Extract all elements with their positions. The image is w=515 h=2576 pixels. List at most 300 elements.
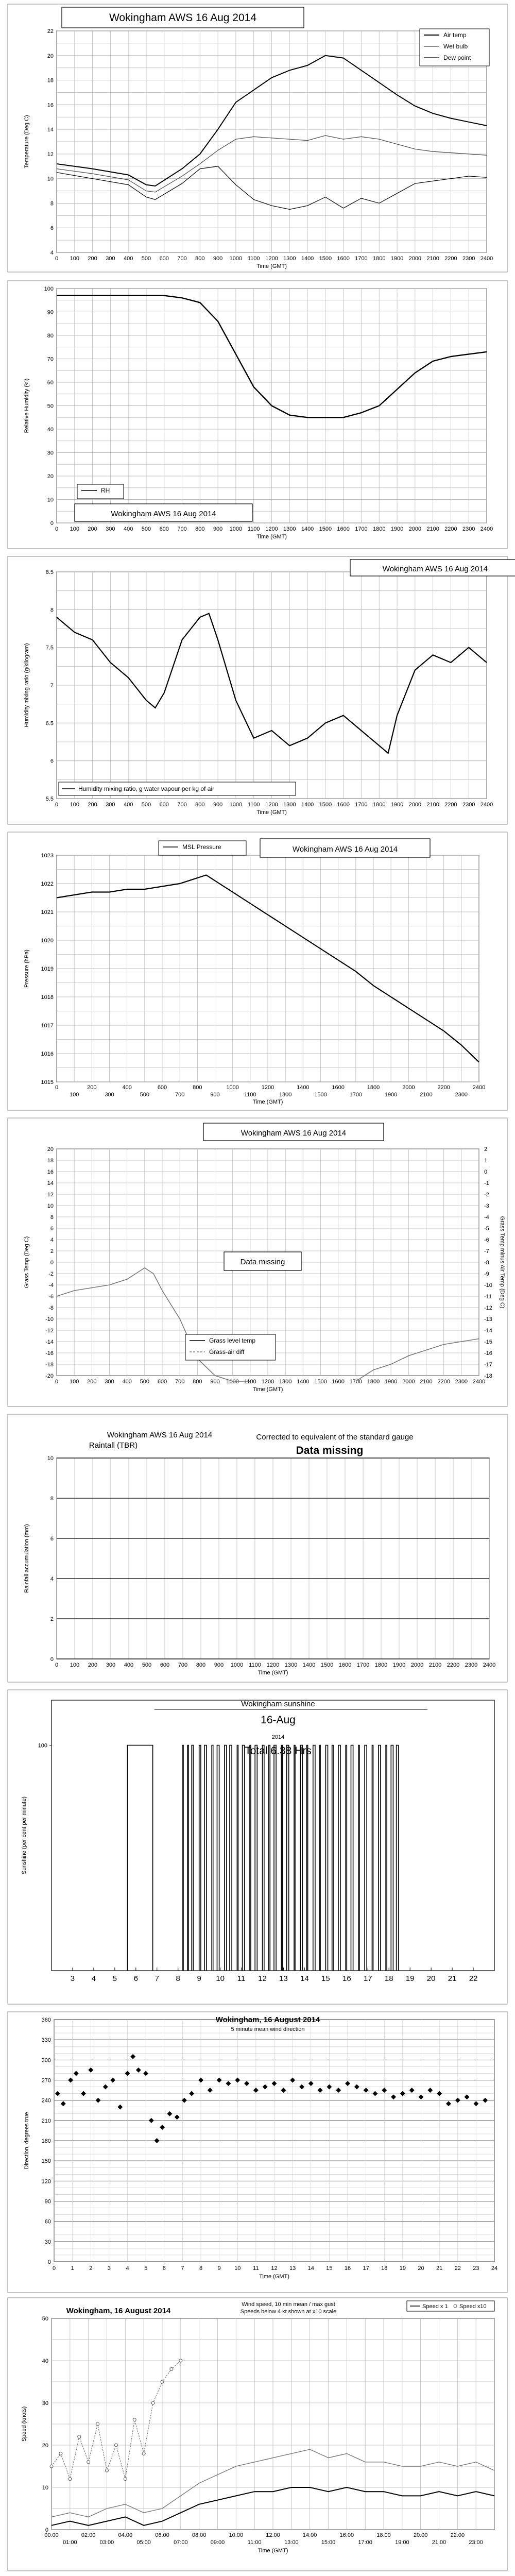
temp-x-tick: 1700 <box>355 256 368 262</box>
pressure-legend-label: MSL Pressure <box>182 843 221 851</box>
grass-x-tick: 600 <box>157 1379 167 1385</box>
temp-x-tick: 1200 <box>265 256 278 262</box>
sunshine-x-tick: 11 <box>237 1974 246 1983</box>
rain-data-missing: Data missing <box>296 1445 364 1456</box>
rain-y-label: Rainfall accumulation (mm) <box>24 1524 30 1593</box>
rh-x-tick: 2300 <box>462 526 475 532</box>
sunshine-x-tick: 9 <box>197 1974 201 1983</box>
wind-dir-x-tick: 13 <box>289 2265 296 2272</box>
wind-dir-x-tick: 15 <box>326 2265 333 2272</box>
grass-y-tick: -14 <box>45 1339 54 1345</box>
rh-x-tick: 1900 <box>390 526 404 532</box>
temp-x-tick: 700 <box>177 256 187 262</box>
grass-x-tick: 2400 <box>472 1379 486 1385</box>
temp-y-tick: 22 <box>47 28 54 35</box>
temp-x-tick: 1100 <box>247 256 260 262</box>
pressure-x-tick: 2100 <box>420 1092 433 1098</box>
pressure-x-tick: 200 <box>87 1084 97 1091</box>
rh-y-tick: 80 <box>47 333 54 339</box>
wind-speed-x-tick: 18:00 <box>376 2532 391 2538</box>
temp-x-tick: 1900 <box>390 256 404 262</box>
mix-legend-label: Humidity mixing ratio, g water vapour per kg of air <box>78 785 215 792</box>
grass-y-tick-right: -17 <box>484 1362 492 1368</box>
wind-speed-x10-point <box>114 2444 117 2447</box>
pressure-y-tick: 1023 <box>41 853 54 859</box>
rh-x-tick: 1700 <box>355 526 368 532</box>
temp-x-tick: 1500 <box>319 256 332 262</box>
temp-x-tick: 300 <box>106 256 115 262</box>
grass-x-tick: 1600 <box>332 1379 345 1385</box>
grass-y-tick: 16 <box>47 1169 54 1175</box>
temp-y-tick: 10 <box>47 176 54 182</box>
rain-title: Wokingham AWS 16 Aug 2014 <box>107 1431 213 1439</box>
temp-y-label: Temperature (Deg C) <box>24 115 30 168</box>
sunshine-x-tick: 10 <box>216 1974 225 1983</box>
pressure-x-tick: 700 <box>175 1092 185 1098</box>
mix-x-tick: 1700 <box>355 802 368 808</box>
temp-x-tick: 2100 <box>426 256 439 262</box>
rh-title: Wokingham AWS 16 Aug 2014 <box>111 510 216 518</box>
wind-speed-y-tick: 50 <box>42 2316 48 2322</box>
rain-y-tick: 4 <box>50 1576 54 1582</box>
wind-dir-y-tick: 180 <box>41 2138 51 2144</box>
sunshine-year: 2014 <box>271 1734 285 1740</box>
grass-y-tick: 8 <box>50 1214 54 1221</box>
wind-dir-y-tick: 300 <box>41 2057 51 2064</box>
wind-speed-x-tick: 19:00 <box>395 2539 409 2546</box>
rh-x-tick: 1100 <box>247 526 260 532</box>
grass-y-tick-right: -15 <box>484 1339 492 1345</box>
sunshine-x-tick: 19 <box>405 1974 415 1983</box>
mix-x-tick: 800 <box>195 802 205 808</box>
temp-x-tick: 1800 <box>373 256 386 262</box>
pressure-y-tick: 1015 <box>41 1079 54 1086</box>
grass-legend-label: Grass-air diff <box>209 1348 245 1355</box>
grass-y-tick-right: -14 <box>484 1328 492 1334</box>
pressure-x-tick: 1500 <box>314 1092 327 1098</box>
pressure-y-tick: 1016 <box>41 1051 54 1057</box>
temp-y-tick: 12 <box>47 151 54 158</box>
grass-y-tick: -4 <box>48 1282 54 1289</box>
grass-x-tick: 1500 <box>314 1379 327 1385</box>
wind-dir-x-tick: 7 <box>181 2265 184 2272</box>
grass-x-tick: 2000 <box>402 1379 415 1385</box>
rain-x-tick: 1200 <box>266 1662 280 1668</box>
wind-speed-x10-point <box>161 2380 164 2383</box>
grass-y-tick-right: -5 <box>484 1226 489 1232</box>
grass-x-tick: 1300 <box>279 1379 292 1385</box>
grass-y-tick: 4 <box>50 1237 54 1243</box>
rain-x-tick: 2300 <box>465 1662 478 1668</box>
wind-dir-x-tick: 24 <box>491 2265 498 2272</box>
temp-x-tick: 1400 <box>301 256 314 262</box>
rh-y-label: Relative Humidity (%) <box>24 378 30 433</box>
mix-y-tick: 7 <box>50 683 54 689</box>
rh-x-tick: 500 <box>141 526 151 532</box>
wind-speed-x-tick: 20:00 <box>413 2532 428 2538</box>
wind-dir-y-tick: 120 <box>41 2178 51 2185</box>
mix-x-tick: 200 <box>88 802 97 808</box>
mix-x-tick: 600 <box>159 802 169 808</box>
temp-x-tick: 1300 <box>283 256 296 262</box>
temp-x-tick: 2400 <box>480 256 493 262</box>
rain-x-tick: 2400 <box>483 1662 496 1668</box>
rain-x-tick: 2000 <box>410 1662 424 1668</box>
grass-x-tick: 300 <box>105 1379 114 1385</box>
wind-speed-x-tick: 15:00 <box>321 2539 336 2546</box>
grass-y-tick-right: 1 <box>484 1158 488 1164</box>
mix-title: Wokingham AWS 16 Aug 2014 <box>382 565 488 573</box>
wind-speed-x-tick: 11:00 <box>247 2539 262 2546</box>
wind-speed-x10-point <box>87 2461 90 2464</box>
wind-speed-x-tick: 05:00 <box>136 2539 151 2546</box>
wind-speed-x-tick: 17:00 <box>358 2539 372 2546</box>
wind-speed-y-tick: 20 <box>42 2443 48 2449</box>
grass-y-tick: 20 <box>47 1146 54 1153</box>
sunshine-x-tick: 16 <box>342 1974 351 1983</box>
wind-dir-x-tick: 0 <box>52 2265 56 2272</box>
temp-x-tick: 500 <box>141 256 151 262</box>
pressure-x-tick: 1200 <box>261 1084 274 1091</box>
grass-x-tick: 1700 <box>349 1379 363 1385</box>
rh-x-tick: 2100 <box>426 526 439 532</box>
grass-y-tick-right: -4 <box>484 1214 489 1221</box>
wind-dir-x-tick: 20 <box>418 2265 424 2272</box>
temp-y-tick: 4 <box>50 250 54 256</box>
pressure-x-tick: 100 <box>69 1092 79 1098</box>
rain-x-tick: 1400 <box>302 1662 316 1668</box>
mix-x-tick: 2200 <box>444 802 457 808</box>
wind-dir-y-tick: 30 <box>44 2239 51 2245</box>
rh-x-tick: 800 <box>195 526 205 532</box>
grass-y-tick-right: -1 <box>484 1180 489 1187</box>
rain-y-tick: 2 <box>50 1616 54 1622</box>
wind-speed-title: Wokingham, 16 August 2014 <box>66 2307 171 2315</box>
mix-x-tick: 1000 <box>229 802 243 808</box>
rain-x-tick: 0 <box>55 1662 59 1668</box>
temp-y-tick: 20 <box>47 53 54 59</box>
pressure-y-tick: 1018 <box>41 994 54 1001</box>
wind-dir-x-tick: 14 <box>307 2265 314 2272</box>
temp-x-tick: 2200 <box>444 256 457 262</box>
rain-subtitle: Raintall (TBR) <box>89 1441 138 1450</box>
rain-y-tick: 0 <box>50 1656 54 1663</box>
sunshine-y-label: Sunshine (per cent per minute) <box>21 1796 27 1875</box>
wind-speed-x10-point <box>170 2367 173 2370</box>
pressure-y-tick: 1021 <box>41 909 54 916</box>
rh-x-tick: 2000 <box>408 526 422 532</box>
rh-x-tick: 1600 <box>337 526 350 532</box>
rain-y-tick: 8 <box>50 1496 54 1502</box>
grass-y-tick: 2 <box>50 1248 54 1255</box>
wind-dir-y-tick: 360 <box>41 2017 51 2023</box>
wind-dir-subtitle: 5 minute mean wind direction <box>231 2026 305 2032</box>
temp-x-tick: 2000 <box>408 256 422 262</box>
sunshine-y-tick: 100 <box>38 1742 47 1749</box>
grass-y-tick-right: -7 <box>484 1248 489 1255</box>
rain-x-tick: 600 <box>160 1662 170 1668</box>
grass-y-tick: -20 <box>45 1373 54 1379</box>
grass-x-tick: 500 <box>140 1379 150 1385</box>
mix-x-tick: 2300 <box>462 802 475 808</box>
wind-speed-legend-swatch <box>454 2304 457 2308</box>
sunshine-x-tick: 17 <box>363 1974 372 1983</box>
rain-x-tick: 1500 <box>320 1662 334 1668</box>
pressure-y-tick: 1019 <box>41 966 54 972</box>
mix-x-tick: 1200 <box>265 802 278 808</box>
grass-y-tick: -18 <box>45 1362 54 1368</box>
wind-speed-x-label: Time (GMT) <box>258 2548 288 2554</box>
pressure-x-tick: 500 <box>140 1092 150 1098</box>
rain-x-tick: 800 <box>196 1662 206 1668</box>
temp-y-tick: 14 <box>47 127 54 133</box>
wind-speed-legend-label: Speed x10 <box>459 2303 487 2310</box>
wind-speed-x-tick: 10:00 <box>229 2532 244 2538</box>
wind-dir-x-tick: 11 <box>253 2265 259 2272</box>
rain-x-tick: 2200 <box>447 1662 460 1668</box>
grass-y-tick-right: -8 <box>484 1260 489 1266</box>
rh-y-tick: 50 <box>47 403 54 410</box>
sunshine-x-tick: 5 <box>112 1974 117 1983</box>
grass-x-tick: 0 <box>55 1379 59 1385</box>
pressure-x-tick: 2000 <box>402 1084 415 1091</box>
grass-y-tick-right: -12 <box>484 1305 492 1311</box>
mix-x-tick: 1300 <box>283 802 296 808</box>
grass-y-tick: -6 <box>48 1294 54 1300</box>
rh-x-tick: 1800 <box>373 526 386 532</box>
wind-dir-x-tick: 6 <box>162 2265 166 2272</box>
grass-x-tick: 900 <box>210 1379 220 1385</box>
wind-speed-x-tick: 09:00 <box>210 2539 225 2546</box>
sunshine-x-tick: 3 <box>70 1974 75 1983</box>
grass-y-tick: 18 <box>47 1158 54 1164</box>
mix-y-tick: 6.5 <box>45 720 54 727</box>
grass-x-label: Time (GMT) <box>252 1386 283 1393</box>
grass-y-tick: -16 <box>45 1350 54 1357</box>
mix-y-tick: 5.5 <box>45 796 54 802</box>
wind-speed-x-tick: 06:00 <box>155 2532 169 2538</box>
mix-x-tick: 500 <box>141 802 151 808</box>
grass-y-tick-right: -18 <box>484 1373 492 1379</box>
mix-x-tick: 300 <box>106 802 115 808</box>
temp-legend-label: Dew point <box>443 54 471 61</box>
temp-x-tick: 100 <box>70 256 79 262</box>
grass-y-tick-right: -16 <box>484 1350 492 1357</box>
wind-speed-x-tick: 07:00 <box>174 2539 188 2546</box>
rain-x-tick: 2100 <box>428 1662 442 1668</box>
grass-y-tick-right: -10 <box>484 1282 492 1289</box>
sunshine-x-tick: 22 <box>469 1974 478 1983</box>
wind-dir-x-tick: 23 <box>473 2265 479 2272</box>
wind-speed-x-tick: 02:00 <box>81 2532 96 2538</box>
pressure-x-tick: 900 <box>210 1092 220 1098</box>
wind-speed-x-tick: 08:00 <box>192 2532 207 2538</box>
grass-y-tick-right: -9 <box>484 1271 489 1277</box>
sunshine-plot-area <box>52 1700 494 1971</box>
wind-dir-x-tick: 19 <box>399 2265 406 2272</box>
grass-x-tick: 100 <box>69 1379 79 1385</box>
rain-x-tick: 1100 <box>249 1662 261 1668</box>
temp-y-tick: 8 <box>50 200 54 207</box>
mix-y-tick: 7.5 <box>45 645 54 651</box>
wind-dir-y-tick: 90 <box>44 2198 51 2205</box>
mix-y-tick: 8 <box>50 607 54 614</box>
grass-x-tick: 1100 <box>244 1379 256 1385</box>
mix-x-tick: 900 <box>213 802 223 808</box>
rh-x-tick: 600 <box>159 526 169 532</box>
rh-x-label: Time (GMT) <box>256 534 287 540</box>
wind-speed-x-tick: 03:00 <box>99 2539 114 2546</box>
rh-x-tick: 1400 <box>301 526 314 532</box>
pressure-x-tick: 600 <box>157 1084 167 1091</box>
wind-speed-x-tick: 16:00 <box>339 2532 354 2538</box>
grass-x-tick: 400 <box>122 1379 132 1385</box>
grass-y-tick: 12 <box>47 1192 54 1198</box>
rain-x-tick: 1800 <box>374 1662 388 1668</box>
rh-y-tick: 40 <box>47 427 54 433</box>
rain-y-tick: 10 <box>47 1455 54 1462</box>
pressure-y-tick: 1017 <box>41 1023 54 1029</box>
pressure-x-tick: 1000 <box>226 1084 239 1091</box>
grass-x-tick: 1000 <box>226 1379 239 1385</box>
mix-x-tick: 400 <box>123 802 133 808</box>
pressure-x-tick: 2300 <box>455 1092 468 1098</box>
sunshine-x-tick: 20 <box>426 1974 436 1983</box>
rh-y-tick: 60 <box>47 380 54 386</box>
pressure-x-tick: 1900 <box>384 1092 398 1098</box>
sunshine-x-tick: 4 <box>91 1974 96 1983</box>
wind-dir-x-tick: 12 <box>271 2265 278 2272</box>
grass-x-tick: 1400 <box>297 1379 310 1385</box>
grass-y-tick: -2 <box>48 1271 54 1277</box>
pressure-x-tick: 2200 <box>437 1084 450 1091</box>
pressure-x-tick: 1700 <box>349 1092 363 1098</box>
wind-dir-x-tick: 2 <box>89 2265 93 2272</box>
pressure-y-tick: 1022 <box>41 881 54 887</box>
wind-speed-y-tick: 40 <box>42 2358 48 2364</box>
sunshine-title: Wokingham sunshine <box>241 1700 315 1708</box>
temp-x-tick: 600 <box>159 256 169 262</box>
grass-y-tick-right: -6 <box>484 1237 489 1243</box>
pressure-x-tick: 1800 <box>367 1084 380 1091</box>
wind-speed-x10-point <box>133 2418 136 2421</box>
grass-y-tick-right: -13 <box>484 1316 492 1323</box>
mix-y-label: Humidity mixing ratio (g/kilogram) <box>24 643 30 727</box>
pressure-x-tick: 0 <box>55 1084 59 1091</box>
rain-x-tick: 1000 <box>230 1662 244 1668</box>
wind-dir-y-tick: 270 <box>41 2077 51 2084</box>
rh-x-tick: 400 <box>123 526 133 532</box>
pressure-y-tick: 1020 <box>41 938 54 944</box>
wind-dir-x-tick: 4 <box>126 2265 129 2272</box>
rain-x-tick: 900 <box>214 1662 224 1668</box>
wind-dir-x-tick: 22 <box>454 2265 461 2272</box>
wind-speed-x10-point <box>96 2422 99 2426</box>
temp-x-tick: 1000 <box>229 256 243 262</box>
wind-dir-x-tick: 18 <box>381 2265 388 2272</box>
mix-x-tick: 100 <box>70 802 79 808</box>
grass-legend-label: Grass level temp <box>209 1337 256 1344</box>
pressure-x-tick: 1100 <box>244 1092 256 1098</box>
rh-y-tick: 20 <box>47 473 54 480</box>
sunshine-total: Total 6.38 Hrs <box>245 1745 312 1757</box>
wind-speed-x-tick: 04:00 <box>118 2532 133 2538</box>
temp-y-tick: 16 <box>47 102 54 109</box>
rh-y-tick: 90 <box>47 309 54 316</box>
mix-x-tick: 1900 <box>390 802 404 808</box>
wind-speed-y-tick: 0 <box>45 2527 48 2533</box>
wind-speed-x-tick: 01:00 <box>63 2539 77 2546</box>
rh-x-tick: 1000 <box>229 526 243 532</box>
rh-y-tick: 100 <box>44 286 54 292</box>
mix-y-tick: 6 <box>50 758 54 765</box>
sunshine-x-tick: 14 <box>300 1974 309 1983</box>
wind-speed-x-tick: 23:00 <box>469 2539 483 2546</box>
mix-x-tick: 1400 <box>301 802 314 808</box>
grass-y-tick: 14 <box>47 1180 54 1187</box>
rh-x-tick: 100 <box>70 526 79 532</box>
grass-y-tick: -8 <box>48 1305 54 1311</box>
rain-x-tick: 400 <box>124 1662 134 1668</box>
temp-x-tick: 400 <box>123 256 133 262</box>
grass-title: Wokingham AWS 16 Aug 2014 <box>241 1129 347 1138</box>
grass-x-tick: 200 <box>87 1379 97 1385</box>
rh-x-tick: 2200 <box>444 526 457 532</box>
wind-speed-x-tick: 12:00 <box>266 2532 280 2538</box>
grass-x-tick: 800 <box>193 1379 202 1385</box>
wind-speed-subtitle2: Speeds below 4 kt shown at x10 scale <box>240 2309 337 2315</box>
rh-x-tick: 2400 <box>480 526 493 532</box>
grass-x-tick: 2300 <box>455 1379 468 1385</box>
rh-x-tick: 300 <box>106 526 115 532</box>
pressure-title: Wokingham AWS 16 Aug 2014 <box>292 845 398 854</box>
rain-x-tick: 1600 <box>338 1662 352 1668</box>
wind-speed-x10-point <box>78 2435 81 2438</box>
temp-title: Wokingham AWS 16 Aug 2014 <box>109 12 257 24</box>
wind-speed-x-tick: 21:00 <box>432 2539 447 2546</box>
rain-x-tick: 200 <box>88 1662 98 1668</box>
sunshine-x-tick: 8 <box>176 1974 180 1983</box>
wind-dir-title: Wokingham, 16 August 2014 <box>215 2015 320 2024</box>
pressure-x-tick: 1600 <box>332 1084 345 1091</box>
rain-x-tick: 500 <box>142 1662 152 1668</box>
wind-speed-y-tick: 30 <box>42 2400 48 2406</box>
grass-x-tick: 2100 <box>420 1379 433 1385</box>
pressure-x-tick: 1400 <box>297 1084 310 1091</box>
grass-y-tick-right: -2 <box>484 1192 489 1198</box>
mix-x-label: Time (GMT) <box>256 809 287 816</box>
wind-dir-x-label: Time (GMT) <box>259 2274 289 2280</box>
rh-legend-label: RH <box>101 487 110 494</box>
pressure-x-tick: 800 <box>193 1084 202 1091</box>
sunshine-x-tick: 12 <box>258 1974 267 1983</box>
rain-x-tick: 1300 <box>284 1662 298 1668</box>
temp-x-label: Time (GMT) <box>256 263 287 269</box>
wind-speed-y-tick: 10 <box>42 2485 48 2491</box>
mix-x-tick: 2000 <box>408 802 422 808</box>
rain-x-label: Time (GMT) <box>258 1670 288 1676</box>
wind-dir-y-tick: 0 <box>47 2259 51 2265</box>
temp-legend-label: Air temp <box>443 31 467 39</box>
wind-speed-x-tick: 22:00 <box>450 2532 465 2538</box>
wind-dir-y-tick: 210 <box>41 2117 51 2124</box>
wind-dir-y-tick: 240 <box>41 2097 51 2104</box>
wind-speed-y-label: Speed (knots) <box>21 2406 27 2442</box>
pressure-x-label: Time (GMT) <box>252 1099 283 1105</box>
rain-x-tick: 100 <box>70 1662 80 1668</box>
wind-dir-x-tick: 10 <box>234 2265 241 2272</box>
wind-speed-x-tick: 14:00 <box>302 2532 317 2538</box>
